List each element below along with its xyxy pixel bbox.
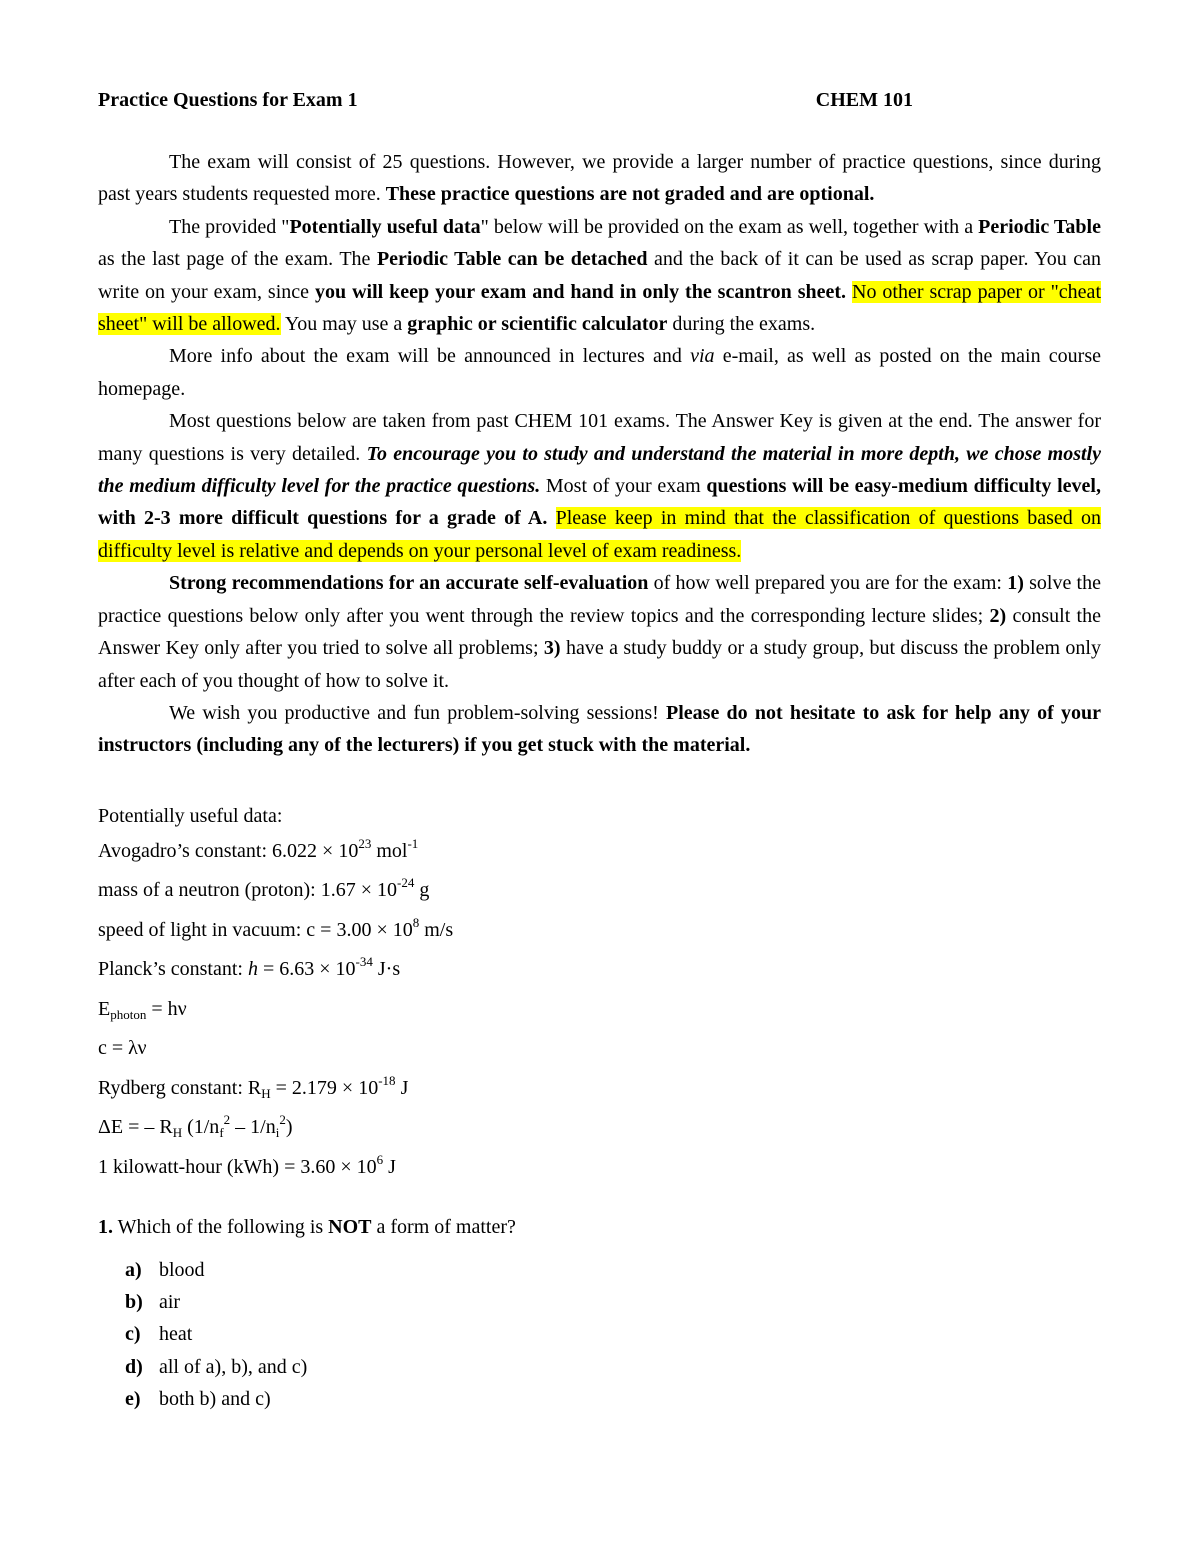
bold-text: 3)	[543, 637, 561, 660]
avogadro-constant	[98, 832, 1101, 872]
option-label: d)	[125, 1355, 143, 1378]
exponent: -24	[397, 875, 415, 891]
subscript: photon	[110, 1006, 147, 1022]
value: 3.00 × 10	[336, 918, 413, 941]
symbol: E	[98, 997, 111, 1020]
unit: m/s	[419, 918, 454, 941]
equation: = hν	[146, 997, 187, 1020]
unit-exponent: -1	[407, 835, 419, 851]
value: 6.022 × 10	[272, 839, 359, 862]
unit: J·s	[372, 958, 401, 981]
text: Most of your exam	[540, 475, 707, 498]
text: have a study buddy or a study group, but discuss the problem only after each of you thought of how to solve it.	[98, 637, 1101, 692]
photon-energy-equation	[98, 990, 1101, 1030]
value: = 6.63 × 10	[257, 958, 356, 981]
subscript: H	[172, 1125, 183, 1141]
question-number: 1.	[98, 1216, 113, 1239]
bold-text: Periodic Table	[978, 215, 1101, 238]
exponent: -18	[378, 1072, 396, 1088]
text: )	[285, 1116, 293, 1139]
text: More info about the exam will be announced in lectures and	[169, 345, 691, 368]
option-text: both b) and c)	[159, 1388, 271, 1411]
header-course: CHEM 101	[815, 89, 913, 111]
text: ΔE = – R	[98, 1116, 173, 1139]
neutron-mass	[98, 871, 1101, 911]
label: speed of light in vacuum: c =	[98, 918, 337, 941]
text: You may use a	[280, 313, 408, 336]
option-text: all of a), b), and c)	[159, 1355, 308, 1378]
bold-text: 1)	[1007, 572, 1024, 595]
answer-option-b	[125, 1286, 1101, 1318]
option-label: a)	[125, 1258, 142, 1281]
intro-paragraph-1	[98, 146, 1101, 211]
option-text: blood	[159, 1258, 205, 1281]
wave-equation: c = λν	[98, 1037, 147, 1060]
option-label: c)	[125, 1323, 141, 1346]
variable: h	[247, 958, 258, 981]
text: Most questions below are taken from past CHEM 101 exams. The Answer Key is given at the end. The answer for many questions is very detailed.	[98, 410, 1101, 465]
exponent: -34	[355, 954, 373, 970]
unit: J	[395, 1076, 409, 1099]
value: = 2.179 × 10	[270, 1076, 379, 1099]
intro-paragraph-2	[98, 211, 1101, 341]
exponent: 2	[279, 1112, 286, 1128]
document-page	[98, 84, 1101, 1416]
text: solve the practice questions below only after you went through the review topics and the corresponding lecture slides;	[98, 572, 1101, 627]
speed-of-light	[98, 911, 1101, 951]
text: " below will be provided on the exam as well, together with a	[480, 215, 979, 238]
answer-option-c	[125, 1318, 1101, 1350]
text: – 1/n	[230, 1116, 276, 1139]
text: during the exams.	[667, 313, 816, 336]
exponent: 23	[358, 835, 372, 851]
text: a form of matter?	[371, 1216, 516, 1239]
bold-italic-text: To encourage you to study and understand the material in more depth, we chose mostly the medium difficulty level for the practice questions.	[98, 442, 1101, 498]
subscript: i	[275, 1125, 280, 1141]
page-header	[98, 84, 1101, 116]
text	[547, 507, 555, 529]
text: and the back of it can be used as scrap paper. You can write on your exam, since	[98, 248, 1101, 303]
planck-constant	[98, 950, 1101, 990]
intro-paragraph-3	[98, 340, 1101, 405]
useful-data-heading: Potentially useful data:	[98, 804, 283, 827]
highlighted-text: No other scrap paper or "cheat sheet" will be allowed.	[98, 280, 1101, 336]
rydberg-constant	[98, 1069, 1101, 1109]
italic-text: via	[690, 345, 715, 368]
bold-text: you will keep your exam and hand in only the scantron sheet.	[314, 280, 847, 303]
option-label: e)	[125, 1388, 141, 1411]
bold-text: These practice questions are not graded and are optional.	[385, 183, 875, 206]
exponent: 2	[223, 1112, 231, 1128]
intro-paragraph-6	[98, 697, 1101, 762]
label: mass of a neutron (proton):	[98, 879, 321, 902]
bold-text: graphic or scientific calculator	[407, 313, 668, 336]
bold-text: Periodic Table can be detached	[376, 248, 648, 271]
question-1-stem	[98, 1211, 1101, 1243]
header-title: Practice Questions for Exam 1	[98, 89, 358, 111]
text: We wish you productive and fun problem-solving sessions!	[169, 701, 667, 724]
label: Rydberg constant: R	[98, 1076, 262, 1099]
text: e-mail, as well as posted on the main course homepage.	[98, 345, 1101, 400]
question-1	[98, 1211, 1101, 1415]
useful-data-section	[98, 800, 1101, 1188]
highlighted-text: Please keep in mind that the classification of questions based on difficulty level is relative and depends on your personal level of exam readiness.	[98, 507, 1102, 562]
unit: mol	[371, 839, 408, 862]
text: consult the Answer Key only after you tried to solve all problems;	[98, 604, 1101, 660]
intro-paragraph-4	[98, 405, 1101, 567]
text: as the last page of the exam. The	[98, 248, 377, 271]
intro-paragraph-5	[98, 567, 1101, 697]
option-text: heat	[159, 1323, 193, 1346]
label: 1 kilowatt-hour (kWh) = 3.60 × 10	[98, 1155, 377, 1178]
answer-options	[98, 1254, 1101, 1416]
bold-text: Potentially useful data	[289, 215, 481, 238]
label: Planck’s constant:	[98, 958, 248, 981]
label: Avogadro’s constant:	[98, 839, 273, 862]
answer-option-a	[125, 1254, 1101, 1286]
text: The exam will consist of 25 questions. However, we provide a larger number of practice questions, since during past years students requested more.	[98, 151, 1101, 206]
value: 1.67 × 10	[320, 879, 398, 902]
option-label: b)	[125, 1291, 143, 1314]
kilowatt-hour-conversion	[98, 1148, 1101, 1188]
subscript: f	[219, 1125, 224, 1141]
delta-e-equation	[98, 1108, 1101, 1148]
answer-option-d	[125, 1351, 1101, 1383]
option-text: air	[159, 1291, 181, 1314]
text: of how well prepared you are for the exam:	[648, 572, 1008, 595]
bold-text: 2)	[989, 604, 1007, 627]
exponent: 8	[412, 914, 420, 930]
exponent: 6	[376, 1151, 384, 1167]
answer-option-e	[125, 1383, 1101, 1415]
subscript: H	[261, 1085, 271, 1101]
bold-text: Please do not hesitate to ask for help any of your instructors (including any of the lecturers) if you get stuck with the material.	[98, 701, 1101, 757]
unit: g	[414, 879, 430, 902]
bold-text: Strong recommendations for an accurate self-evaluation	[169, 572, 649, 595]
text: Which of the following is	[113, 1216, 329, 1239]
intro-section	[98, 146, 1101, 762]
unit: J	[383, 1155, 396, 1178]
text: (1/n	[182, 1116, 220, 1139]
bold-text: NOT	[328, 1216, 372, 1239]
text: The provided "	[169, 215, 290, 238]
bold-text: questions will be easy-medium difficulty level, with 2-3 more difficult questions for a grade of A.	[98, 475, 1101, 530]
